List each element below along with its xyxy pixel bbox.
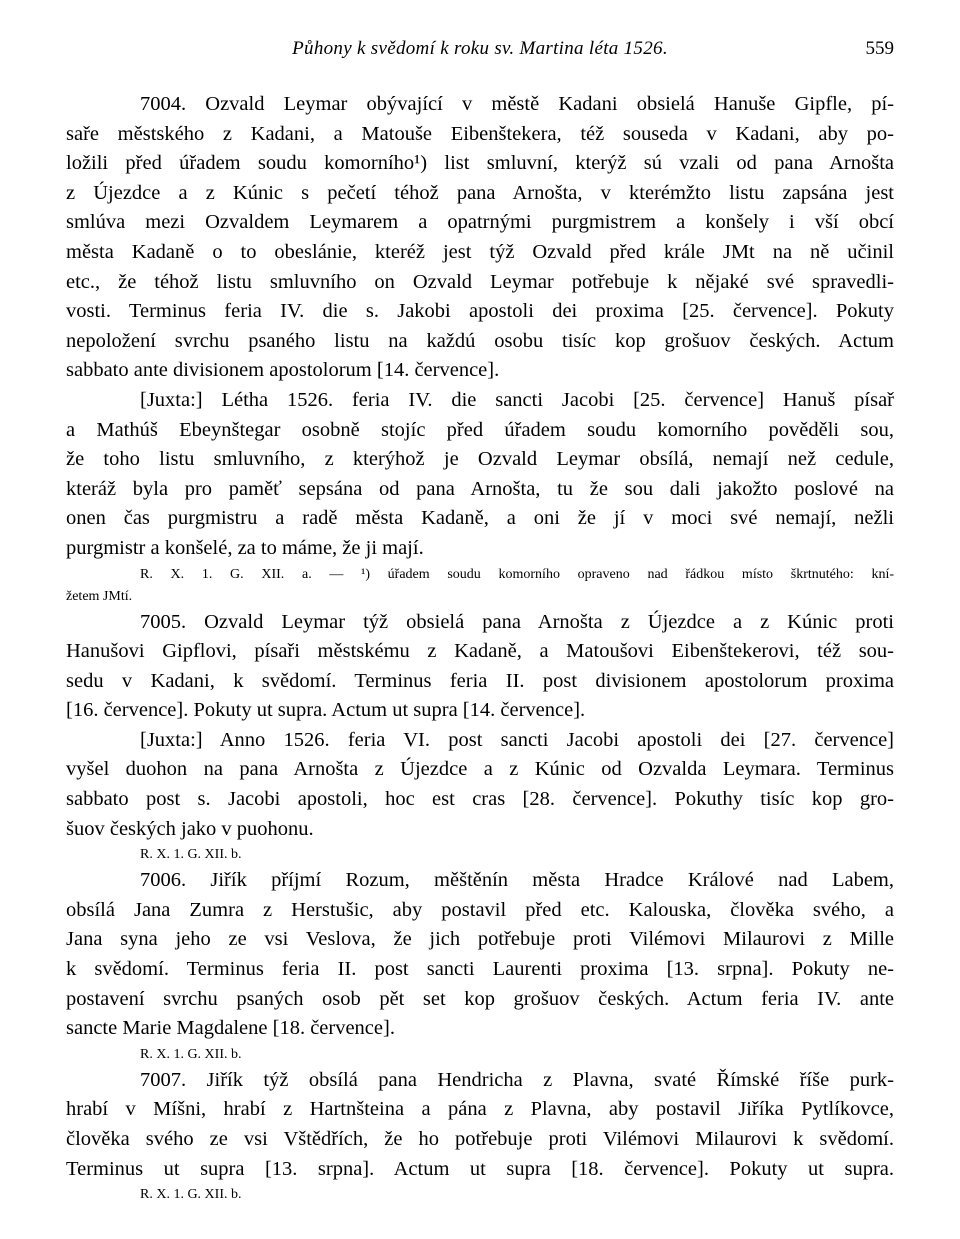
text-line: sancte Marie Magdalene [18. července].	[66, 1017, 395, 1040]
text-line: města Kadaně o to obeslánie, kteréž jest týž Ozvald před krále JMt na ně učinil	[66, 240, 894, 263]
text-line: k svědomí. Terminus feria II. post sancti Laurenti proxima [13. srpna]. Pokuty ne-	[66, 958, 894, 981]
text-line: hrabí v Míšni, hrabí z Hartnšteina a pána z Plavna, aby postavil Jiříka Pytlíkovce,	[66, 1098, 894, 1121]
text-line: [Juxta:] Anno 1526. feria VI. post sancti Jacobi apostoli dei [27. července]	[140, 728, 894, 751]
text-line: 7004. Ozvald Leymar obývající v městě Kadani obsielá Hanuše Gipfle, pí-	[140, 93, 894, 115]
text-line: saře městského z Kadani, a Matouše Eibenštekera, též souseda v Kadani, aby po-	[66, 122, 894, 145]
text-line: a Mathúš Ebeynštegar osobně stojíc před úřadem soudu komorního pověděli sou,	[66, 418, 894, 441]
reference-line: R. X. 1. G. XII. b.	[140, 1187, 242, 1203]
text-line: [16. července]. Pokuty ut supra. Actum ut supra [14. července].	[66, 699, 586, 722]
text-line: Hanušovi Gipflovi, písaři městskému z Kadaně, a Matoušovi Eibenštekerovi, též sou-	[66, 640, 894, 663]
text-line: smlúva mezi Ozvaldem Leymarem a opatrnými purgmistrem a konšely i vší obcí	[66, 211, 894, 234]
text-line: z Újezdce a z Kúnic s pečetí téhož pana Arnošta, v kterémžto listu zapsána jest	[66, 181, 894, 204]
text-line: Terminus ut supra [13. srpna]. Actum ut supra [18. července]. Pokuty ut supra.	[66, 1157, 894, 1180]
text-line: ložili před úřadem soudu komorního¹) list smluvní, kterýž sú vzali od pana Arnošta	[66, 152, 894, 175]
text-line: sabbato post s. Jacobi apostoli, hoc est cras [28. července]. Pokuthy tisíc kop gro-	[66, 788, 894, 811]
reference-line: R. X. 1. G. XII. b.	[140, 847, 242, 863]
text-line: vyšel duohon na pana Arnošta z Újezdce a z Kúnic od Ozvalda Leymara. Terminus	[66, 758, 894, 781]
text-line: [Juxta:] Létha 1526. feria IV. die sancti Jacobi [25. července] Hanuš písař	[140, 388, 894, 411]
text-line: Jana syna jeho ze vsi Veslova, že jich potřebuje proti Vilémovi Milaurovi z Mille	[66, 928, 894, 951]
text-line: sabbato ante divisionem apostolorum [14. července].	[66, 359, 500, 382]
reference-line: žetem JMtí.	[66, 588, 133, 604]
text-line: 7005. Ozvald Leymar týž obsielá pana Arnošta z Újezdce a z Kúnic proti	[140, 610, 894, 633]
text-line: 7006. Jiřík příjmí Rozum, měštěnín města Hradce Králové nad Labem,	[140, 869, 894, 892]
text-line: obsílá Jana Zumra z Herstušic, aby postavil před etc. Kalouska, člověka svého, a	[66, 898, 894, 921]
text-line: purgmistr a konšelé, za to máme, že ji mají.	[66, 536, 424, 559]
text-line: kteráž byla pro paměť sepsána od pana Arnošta, tu že sou dali jakožto poslové na	[66, 477, 894, 500]
text-line: šuov českých jako v puohonu.	[66, 817, 314, 840]
body-text	[66, 90, 894, 1206]
page-number: 559	[865, 38, 894, 59]
running-title: Půhony k svědomí k roku sv. Martina léta 1526.	[292, 38, 668, 59]
text-line: vosti. Terminus feria IV. die s. Jakobi apostoli dei proxima [25. července]. Pokuty	[66, 300, 894, 323]
text-line: člověka svého ze vsi Vštědřích, že ho potřebuje proti Vilémovi Milaurovi k svědomí.	[66, 1128, 894, 1150]
reference-line: R. X. 1. G. XII. b.	[140, 1046, 242, 1062]
text-line: postavení svrchu psaných osob pět set kop grošuov českých. Actum feria IV. ante	[66, 987, 894, 1010]
text-line: nepoložení svrchu psaného listu na každú osobu tisíc kop grošuov českých. Actum	[66, 329, 894, 352]
reference-line: R. X. 1. G. XII. a. — ¹) úřadem soudu komorního opraveno nad řádkou místo škrtnutého: kní-	[140, 566, 894, 582]
text-line: že toho listu smluvního, z kterýhož je Ozvald Leymar obsílá, nemají než cedule,	[66, 448, 894, 471]
text-line: 7007. Jiřík týž obsílá pana Hendricha z Plavna, svaté Římské říše purk-	[140, 1068, 894, 1091]
text-line: onen čas purgmistru a radě města Kadaně, a oni že jí v moci své nemají, nežli	[66, 507, 894, 530]
text-line: sedu v Kadani, k svědomí. Terminus feria II. post divisionem apostolorum proxima	[66, 669, 894, 692]
text-line: etc., že téhož listu smluvního on Ozvald Leymar potřebuje k nějaké své spravedli-	[66, 270, 894, 293]
page-header	[66, 38, 894, 68]
